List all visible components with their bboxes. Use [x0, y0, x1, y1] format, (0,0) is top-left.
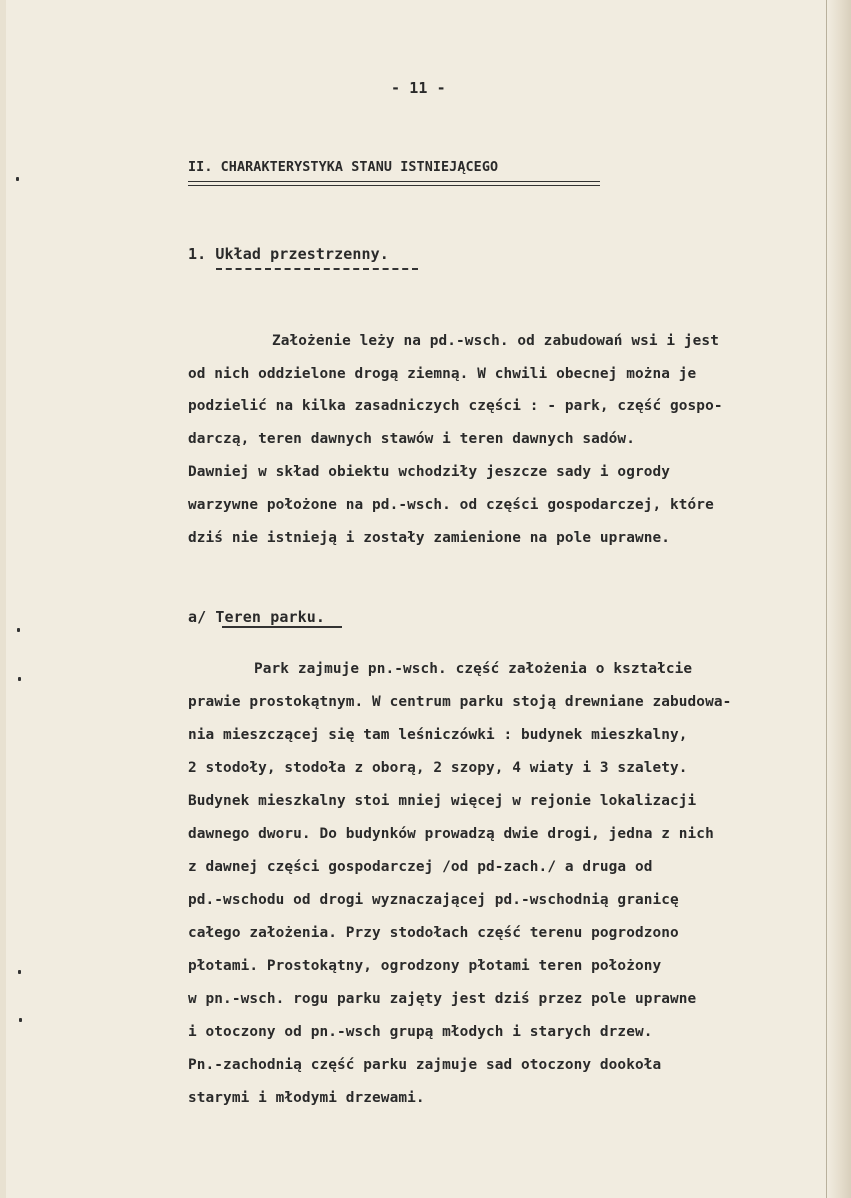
page-right-edge [826, 0, 851, 1198]
paragraph-line: warzywne położone na pd.-wsch. od części gospodarczej, które [188, 497, 714, 513]
paragraph-line: Dawniej w skład obiektu wchodziły jeszcze sady i ogrody [188, 464, 671, 480]
paragraph-line: z dawnej części gospodarczej /od pd-zach./ a druga od [188, 859, 653, 875]
margin-mark [18, 677, 21, 681]
paragraph-line: płotami. Prostokątny, ogrodzony płotami teren położony [188, 958, 662, 974]
page-number: - 11 - [391, 79, 446, 97]
paragraph-line: podzielić na kilka zasadniczych części : - park, część gospo- [188, 398, 723, 414]
subsection-title: 1. Układ przestrzenny. [188, 245, 389, 263]
paragraph-line: starymi i młodymi drzewami. [188, 1090, 425, 1106]
paragraph-line: całego założenia. Przy stodołach część terenu pogrodzono [188, 925, 679, 941]
paragraph-line: prawie prostokątnym. W centrum parku stoją drewniane zabudowa- [188, 694, 732, 710]
paragraph-line: Park zajmuje pn.-wsch. część założenia o kształcie [254, 661, 693, 677]
margin-mark [17, 628, 20, 632]
section-a-heading [188, 608, 325, 626]
margin-mark [18, 970, 21, 974]
paragraph-line: darczą, teren dawnych stawów i teren dawnych sadów. [188, 431, 635, 447]
section-a-underline [222, 626, 342, 628]
section-a-title: Teren parku [215, 608, 316, 626]
section-a-prefix: a/ [188, 608, 207, 626]
paragraph-line: Założenie leży na pd.-wsch. od zabudowań wsi i jest [272, 333, 719, 349]
paragraph-line: w pn.-wsch. rogu parku zajęty jest dziś przez pole uprawne [188, 991, 697, 1007]
paragraph-line: od nich oddzielone drogą ziemną. W chwili obecnej można je [188, 366, 697, 382]
paragraph-line: 2 stodoły, stodoła z oborą, 2 szopy, 4 wiaty i 3 szalety. [188, 760, 688, 776]
paragraph-line: Pn.-zachodnią część parku zajmuje sad otoczony dookoła [188, 1057, 662, 1073]
subsection-title-underline [216, 268, 418, 270]
paragraph-line: Budynek mieszkalny stoi mniej więcej w rejonie lokalizacji [188, 793, 697, 809]
paragraph-line: pd.-wschodu od drogi wyznaczającej pd.-wschodnią granicę [188, 892, 679, 908]
paragraph-line: i otoczony od pn.-wsch grupą młodych i starych drzew. [188, 1024, 653, 1040]
paragraph-line: nia mieszczącej się tam leśniczówki : budynek mieszkalny, [188, 727, 688, 743]
margin-mark [19, 1018, 22, 1022]
paragraph-line: dawnego dworu. Do budynków prowadzą dwie drogi, jedna z nich [188, 826, 714, 842]
margin-mark [16, 177, 19, 181]
section-a-suffix: . [315, 608, 325, 626]
section-title: II. CHARAKTERYSTYKA STANU ISTNIEJĄCEGO [188, 160, 499, 175]
section-title-underline [188, 181, 600, 186]
page-left-edge [0, 0, 6, 1198]
paragraph-line: dziś nie istnieją i zostały zamienione na pole uprawne. [188, 530, 671, 546]
